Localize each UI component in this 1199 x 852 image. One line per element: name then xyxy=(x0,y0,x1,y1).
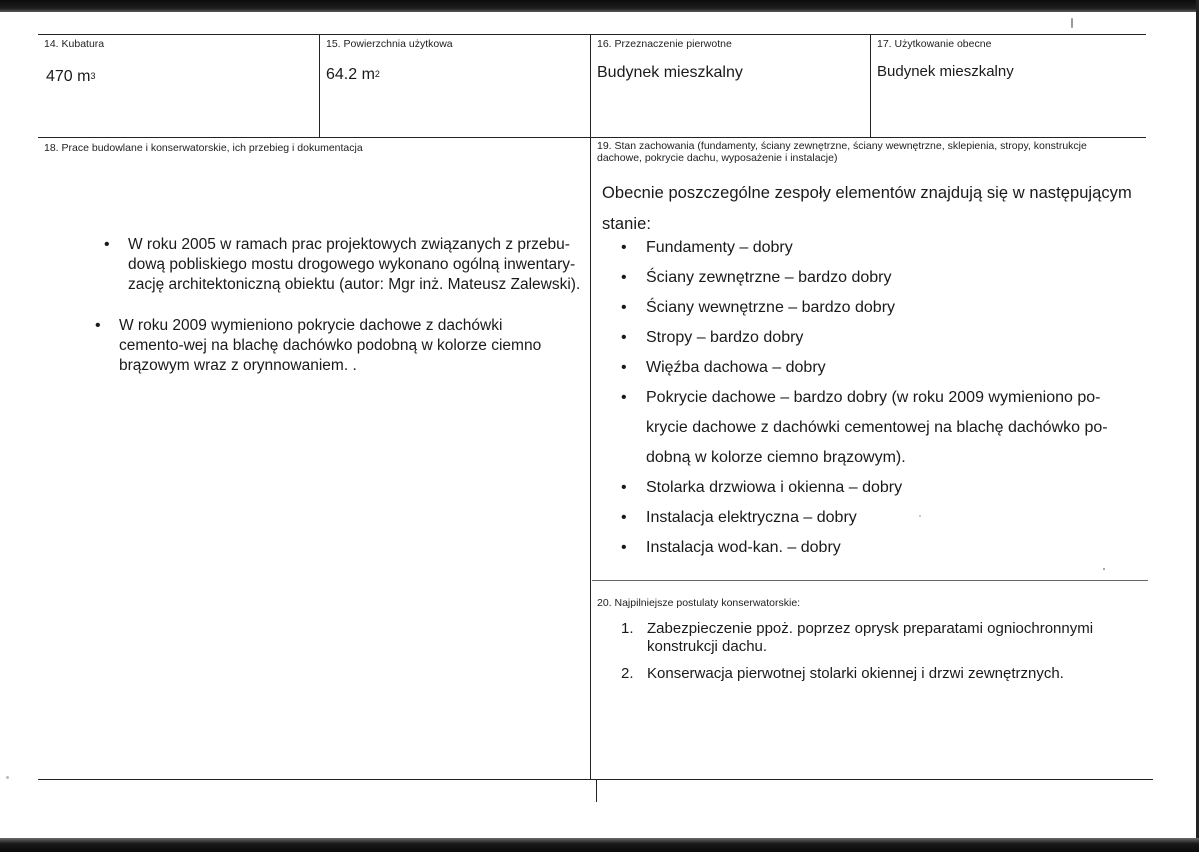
field-15-value xyxy=(326,66,380,84)
field-19-label: 19. Stan zachowania (fundamenty, ściany zewnętrzne, ściany wewnętrzne, sklepienia, stropy, konstrukcje dachowe, pokrycie dachu, wyposażenie i instalacje) xyxy=(597,140,1087,164)
col-divider-17 xyxy=(870,34,871,137)
field-14-value xyxy=(46,68,95,86)
field-19-item: • Instalacja elektryczna – dobry xyxy=(646,503,1146,533)
scan-edge-top xyxy=(0,0,1199,12)
field-19-item: • Stolarka drzwiowa i okienna – dobry xyxy=(646,473,1146,503)
col-stub-bottom xyxy=(596,780,597,802)
scan-edge-bottom xyxy=(0,838,1199,852)
field-20-list xyxy=(621,620,1127,692)
scan-speck xyxy=(6,776,9,779)
row-divider-1 xyxy=(38,137,1146,138)
field-20-item xyxy=(621,665,1127,683)
field-20-label: 20. Najpilniejsze postulaty konserwatorskie: xyxy=(597,597,801,609)
field-18-item: • W roku 2009 wymieniono pokrycie dachowe z dachówki cemento-wej na blachę dachówko podobną w kolorze ciemno brązowym wraz z orynnowaniem. . xyxy=(119,316,569,376)
field-14-label: 14. Kubatura xyxy=(44,38,105,50)
field-14-value-text: 470 m xyxy=(46,68,91,85)
field-20-item-text: Konserwacja pierwotnej stolarki okiennej i drzwi zewnętrznych. xyxy=(647,665,1064,682)
field-19-item: • Więźba dachowa – dobry xyxy=(646,353,1146,383)
field-20-item-number: 1. xyxy=(621,620,634,637)
field-19-item: • Stropy – bardzo dobry xyxy=(646,323,1146,353)
field-17-value: Budynek mieszkalny xyxy=(877,63,1014,80)
field-18-list xyxy=(98,235,588,376)
field-19-item: • Ściany zewnętrzne – bardzo dobry xyxy=(646,263,1146,293)
field-15-unit-sup: 2 xyxy=(374,69,380,79)
field-19-intro: Obecnie poszczególne zespoły elementów znajdują się w następującym stanie: xyxy=(602,184,1132,233)
field-14-unit-sup: 3 xyxy=(90,71,96,81)
field-15-value-text: 64.2 m xyxy=(326,66,375,83)
field-17-label: 17. Użytkowanie obecne xyxy=(877,38,992,50)
field-15-label: 15. Powierzchnia użytkowa xyxy=(326,38,453,50)
row-divider-2 xyxy=(592,580,1148,581)
col-divider-16 xyxy=(590,34,591,780)
field-19-item: • Instalacja wod-kan. – dobry xyxy=(646,533,1146,563)
field-18-item: • W roku 2005 w ramach prac projektowych związanych z przebu-dową pobliskiego mostu drogowego wykonano ogólną inwentary-zację architektoniczną obiektu (autor: Mgr inż. Mateusz Zalewski). xyxy=(128,235,594,295)
field-18-label: 18. Prace budowlane i konserwatorskie, ich przebieg i dokumentacja xyxy=(44,142,363,154)
field-16-value: Budynek mieszkalny xyxy=(597,64,743,81)
field-20-item xyxy=(621,620,1127,656)
scan-speck xyxy=(1071,18,1073,28)
field-19-item: • Fundamenty – dobry xyxy=(646,233,1146,263)
field-19-item: • Ściany wewnętrzne – bardzo dobry xyxy=(646,293,1146,323)
scan-speck xyxy=(1103,568,1105,570)
row-top-border xyxy=(38,34,1146,35)
field-20-item-number: 2. xyxy=(621,665,634,682)
field-16-label: 16. Przeznaczenie pierwotne xyxy=(597,38,732,50)
field-20-item-text: Zabezpieczenie ppoż. poprzez oprysk preparatami ogniochronnymi konstrukcji dachu. xyxy=(647,620,1094,655)
field-19-list xyxy=(646,233,1146,563)
field-19-item: • Pokrycie dachowe – bardzo dobry (w roku 2009 wymieniono po-krycie dachowe z dachówki cementowej na blachę dachówko po-dobną w kolorze ciemno brązowym). xyxy=(646,383,1140,473)
scan-speck xyxy=(919,515,921,517)
col-divider-15 xyxy=(319,34,320,137)
